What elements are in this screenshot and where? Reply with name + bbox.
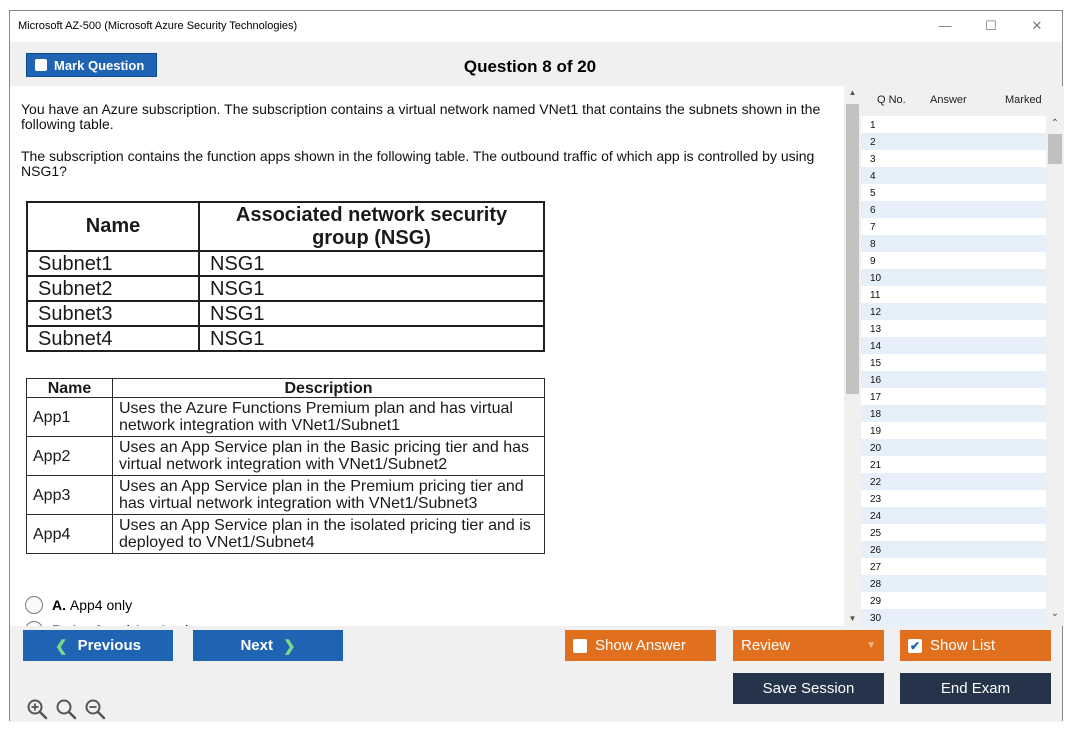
question-list-row[interactable]: 12 [861,303,1046,320]
review-dropdown[interactable] [733,630,884,661]
show-answer-button[interactable] [565,630,716,661]
table-cell: App1 [27,398,113,437]
question-list-row[interactable]: 22 [861,473,1046,490]
table-cell: Uses an App Service plan in the Premium pricing tier and has virtual network integration with VNet1/Subnet3 [113,476,545,515]
table-cell: NSG1 [199,326,544,351]
scroll-up-icon[interactable]: ▲ [848,88,857,97]
question-list-header [861,86,1064,116]
question-list-row[interactable]: 7 [861,218,1046,235]
question-title: Question 8 of 20 [463,57,597,76]
radio-button[interactable] [25,596,43,614]
zoom-in-icon[interactable] [26,698,48,720]
question-list-row[interactable]: 3 [861,150,1046,167]
next-label: Next [240,637,273,654]
close-icon[interactable]: ✕ [1031,18,1043,33]
table-row [27,301,544,326]
question-list-row[interactable]: 21 [861,456,1046,473]
end-exam-button[interactable] [900,673,1051,704]
question-list-row[interactable]: 15 [861,354,1046,371]
question-list-row[interactable]: 1 [861,116,1046,133]
show-list-label: Show List [930,637,996,654]
chevron-left-icon: ❮ [55,637,68,655]
question-list-row[interactable]: 17 [861,388,1046,405]
table-cell: NSG1 [199,301,544,326]
table-cell: NSG1 [199,276,544,301]
question-list-row[interactable]: 28 [861,575,1046,592]
end-exam-label: End Exam [940,680,1011,697]
question-list-row[interactable]: 24 [861,507,1046,524]
option-text: App4 only [69,597,133,613]
question-content[interactable] [10,86,844,626]
table-cell: App3 [27,476,113,515]
mark-question-label: Mark Question [54,57,145,73]
scrollbar-thumb[interactable] [1048,134,1062,164]
table-row [27,515,545,554]
question-list[interactable] [861,116,1046,626]
question-list-row[interactable]: 4 [861,167,1046,184]
table-cell: App2 [27,437,113,476]
scroll-down-icon[interactable]: ▼ [848,614,857,623]
question-paragraph-2: The subscription contains the function apps shown in the following table. The outbound traffic of which app is controlled by using NSG1? [21,148,815,179]
scrollbar-thumb[interactable] [846,104,859,394]
check-icon: ✔ [909,638,921,653]
exam-window [9,10,1063,721]
table-cell: App4 [27,515,113,554]
table-row [27,437,545,476]
function-apps-table [26,378,545,554]
qno-header: Q No. [877,94,906,106]
minimize-icon[interactable]: — [938,18,952,33]
subnets-table [26,201,545,352]
marked-header: Marked [1005,94,1042,106]
question-list-row[interactable]: 26 [861,541,1046,558]
content-scrollbar[interactable] [844,86,861,626]
question-list-row[interactable]: 9 [861,252,1046,269]
question-list-row[interactable]: 8 [861,235,1046,252]
question-list-row[interactable]: 16 [861,371,1046,388]
question-list-panel [861,86,1064,626]
table-header: Description [113,379,545,398]
question-list-row[interactable]: 2 [861,133,1046,150]
question-list-row[interactable]: 27 [861,558,1046,575]
question-list-row[interactable]: 11 [861,286,1046,303]
question-list-row[interactable]: 10 [861,269,1046,286]
option-letter: A. [52,597,66,613]
question-list-row[interactable]: 30 [861,609,1046,626]
zoom-out-icon[interactable] [84,698,106,720]
table-row [27,326,544,351]
table-cell: Subnet1 [27,251,199,276]
question-list-row[interactable]: 23 [861,490,1046,507]
table-cell: Subnet3 [27,301,199,326]
question-list-row[interactable]: 25 [861,524,1046,541]
question-list-row[interactable]: 18 [861,405,1046,422]
zoom-reset-icon[interactable] [55,698,77,720]
table-row [27,398,545,437]
table-cell: Subnet2 [27,276,199,301]
window-title: Microsoft AZ-500 (Microsoft Azure Security Technologies) [18,20,298,32]
maximize-icon[interactable]: ☐ [985,18,997,33]
table-cell: Uses an App Service plan in the Basic pricing tier and has virtual network integration with VNet1/Subnet2 [113,437,545,476]
chevron-down-icon[interactable]: ⌄ [1050,608,1060,619]
footer-toolbar [10,626,1062,722]
chevron-down-icon: ▼ [866,640,876,651]
question-paragraph-1: You have an Azure subscription. The subscription contains a virtual network named VNet1 that contains the subnets shown in the following table. [21,101,821,132]
question-list-row[interactable]: 14 [861,337,1046,354]
previous-button[interactable] [23,630,173,661]
question-list-row[interactable]: 6 [861,201,1046,218]
table-header: Associated network security group (NSG) [199,202,544,251]
table-header: Name [27,379,113,398]
question-header [10,42,1062,86]
chevron-right-icon: ❯ [282,637,296,655]
answer-header: Answer [930,94,967,106]
table-cell: Uses the Azure Functions Premium plan and has virtual network integration with VNet1/Subnet1 [113,398,545,437]
question-list-row[interactable]: 20 [861,439,1046,456]
chevron-up-icon[interactable]: ⌃ [1050,118,1060,129]
show-answer-label: Show Answer [595,637,686,654]
next-button[interactable] [193,630,343,661]
previous-label: Previous [77,637,141,654]
table-header: Name [27,202,199,251]
question-list-row[interactable]: 29 [861,592,1046,609]
show-list-button[interactable] [900,630,1051,661]
table-cell: Uses an App Service plan in the isolated pricing tier and is deployed to VNet1/Subnet4 [113,515,545,554]
table-row [27,476,545,515]
review-label: Review [741,637,791,654]
save-session-button[interactable] [733,673,884,704]
question-list-row[interactable]: 5 [861,184,1046,201]
table-row [27,276,544,301]
table-cell: Subnet4 [27,326,199,351]
question-list-scrollbar[interactable] [1046,116,1064,626]
question-list-row[interactable]: 19 [861,422,1046,439]
question-list-row[interactable]: 13 [861,320,1046,337]
answer-option-a[interactable] [25,596,132,614]
table-cell: NSG1 [199,251,544,276]
title-bar [10,11,1062,42]
table-row [27,251,544,276]
save-session-label: Save Session [762,680,855,697]
checkbox-icon [573,639,587,653]
